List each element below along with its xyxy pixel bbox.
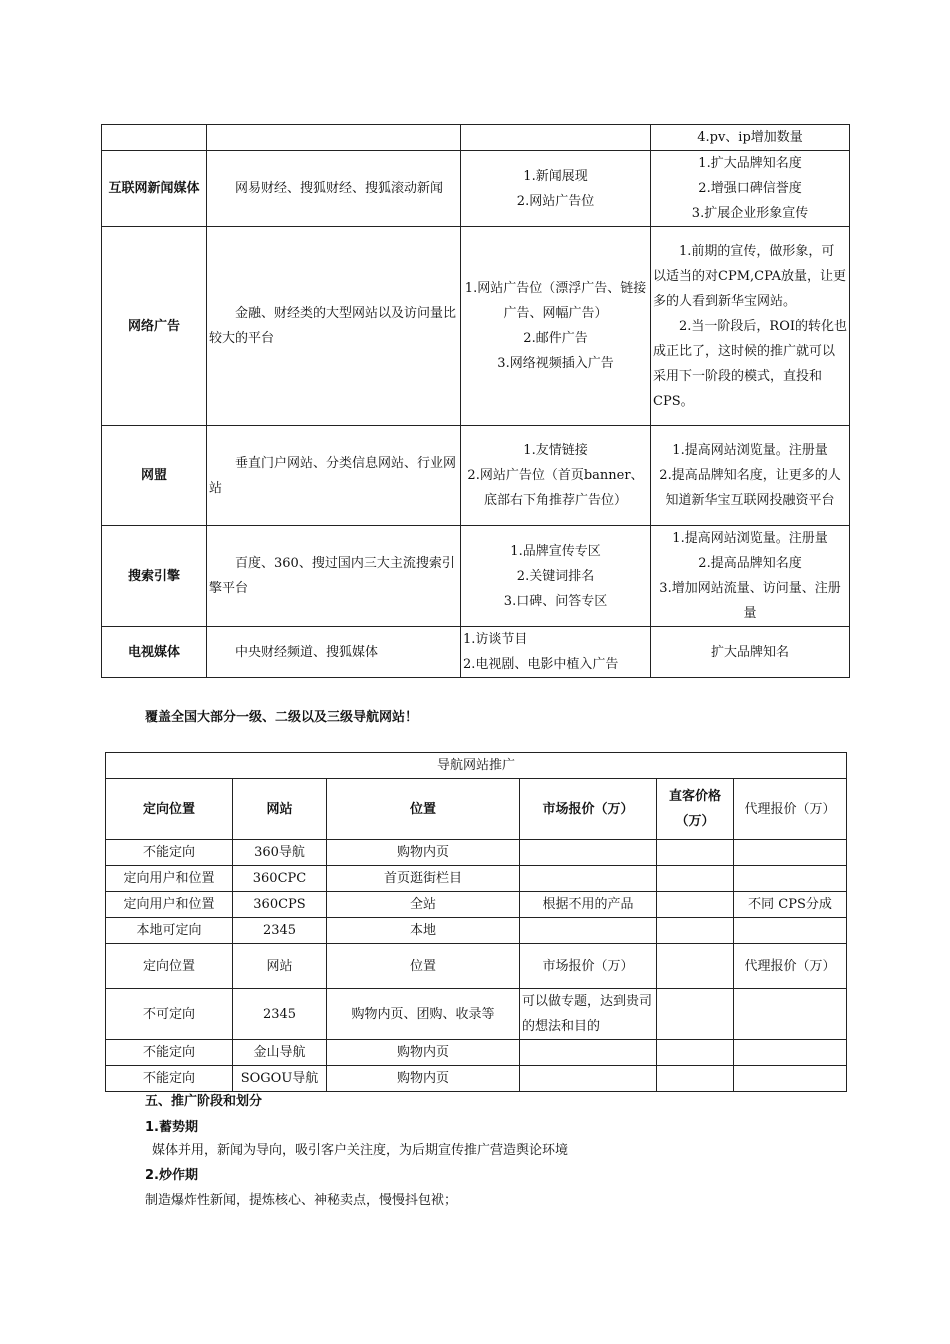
media-row [102, 627, 850, 678]
header-row [106, 779, 847, 840]
table-row [106, 989, 847, 1040]
table-cell: 本地可定向 [106, 918, 233, 944]
table-cell [657, 1040, 734, 1066]
table-cell: 代理报价（万） [734, 944, 847, 989]
table-cell: 首页逛街栏目 [327, 866, 520, 892]
goal-line: 1.提高网站浏览量。注册量 [672, 531, 828, 546]
goal-line: 2.提高品牌知名度，让更多的人知道新华宝互联网投融资平台 [659, 468, 841, 508]
goal-cell [651, 125, 850, 151]
form-line: 3.网络视频插入广告 [497, 356, 614, 371]
table-title: 导航网站推广 [106, 753, 847, 779]
table-cell: 位置 [327, 944, 520, 989]
platform-cell: 金融、财经类的大型网站以及访问量比较大的平台 [207, 227, 461, 426]
table-cell [734, 1040, 847, 1066]
table-row [106, 944, 847, 989]
goal-line: 1.提高网站浏览量。注册量 [672, 443, 828, 458]
table-cell: 网站 [233, 944, 327, 989]
table-cell: 360CPC [233, 866, 327, 892]
table-cell [657, 989, 734, 1040]
media-row [102, 227, 850, 426]
media-row [102, 526, 850, 627]
goal-cell [651, 526, 850, 627]
table-cell: 不能定向 [106, 1040, 233, 1066]
goal-line: 2.提高品牌知名度 [698, 556, 802, 571]
table-cell: 市场报价（万） [520, 944, 657, 989]
form-line: 2.网站广告位 [516, 193, 595, 209]
table-cell: 360CPS [233, 892, 327, 918]
table-cell [657, 840, 734, 866]
platform-cell: 中央财经频道、搜狐媒体 [207, 627, 461, 678]
table-cell: 360导航 [233, 840, 327, 866]
channel-cell: 互联网新闻媒体 [102, 151, 207, 227]
table-cell [520, 866, 657, 892]
table-cell [734, 840, 847, 866]
platform-cell: 百度、360、搜过国内三大主流搜索引擎平台 [207, 526, 461, 627]
table-row [106, 840, 847, 866]
table-cell: 购物内页 [327, 1066, 520, 1092]
form-cell [461, 151, 651, 227]
table-cell [657, 866, 734, 892]
header-cell: 代理报价（万） [734, 779, 847, 840]
form-cell [461, 526, 651, 627]
stage-1-title: 1.蓄势期 [145, 1120, 198, 1135]
table-cell: 购物内页 [327, 1040, 520, 1066]
platform-cell [207, 125, 461, 151]
goal-line: 1.扩大品牌知名度 [698, 156, 802, 171]
goal-line: 扩大品牌知名 [710, 644, 789, 660]
table-cell: SOGOU导航 [233, 1066, 327, 1092]
form-line: 2.关键词排名 [516, 568, 595, 584]
table-cell: 全站 [327, 892, 520, 918]
table-cell [657, 944, 734, 989]
goal-cell [651, 227, 850, 426]
media-row [102, 151, 850, 227]
media-row [102, 125, 850, 151]
table-cell [657, 892, 734, 918]
stage-2-text: 制造爆炸性新闻，提炼核心、神秘卖点，慢慢抖包袱； [145, 1193, 458, 1208]
header-cell: 定向位置 [106, 779, 233, 840]
form-line: 2.网站广告位（首页banner、底部右下角推荐广告位） [467, 468, 644, 508]
form-line: 1.品牌宣传专区 [510, 543, 601, 559]
table-cell [734, 918, 847, 944]
goal-line: 3.增加网站流量、访问量、注册量 [659, 581, 841, 621]
goal-line: 2.当一阶段后，ROI的转化也成正比了，这时候的推广就可以采用下一阶段的模式，直投和CPS。 [653, 318, 847, 409]
form-line: 1.新闻展现 [523, 168, 588, 184]
goal-line: 2.增强口碑信誉度 [698, 181, 802, 196]
table-cell: 2345 [233, 989, 327, 1040]
channel-cell: 网络广告 [102, 227, 207, 426]
media-row [102, 426, 850, 526]
table-row [106, 866, 847, 892]
table-row [106, 892, 847, 918]
platform-cell: 垂直门户网站、分类信息网站、行业网站 [207, 426, 461, 526]
table-cell: 购物内页 [327, 840, 520, 866]
navigation-promo-table [105, 752, 847, 1092]
stage-2-title: 2.炒作期 [145, 1168, 198, 1183]
table-row [106, 1066, 847, 1092]
form-line: 1.友情链接 [523, 443, 588, 458]
channel-cell [102, 125, 207, 151]
header-cell: 直客价格（万） [657, 779, 734, 840]
table-row [106, 918, 847, 944]
table-cell: 不同 CPS分成 [734, 892, 847, 918]
table-cell: 不能定向 [106, 1066, 233, 1092]
goal-cell [651, 627, 850, 678]
form-line: 3.口碑、问答专区 [503, 593, 608, 609]
stage-1-text: 媒体并用，新闻为导向，吸引客户关注度，为后期宣传推广营造舆论环境 [152, 1143, 569, 1158]
form-cell [461, 125, 651, 151]
header-cell: 位置 [327, 779, 520, 840]
header-cell: 市场报价（万） [520, 779, 657, 840]
table-cell [520, 840, 657, 866]
goal-cell [651, 426, 850, 526]
media-channel-table [101, 124, 850, 678]
table-cell [520, 1040, 657, 1066]
goal-line: 1.前期的宣传，做形象，可以适当的对CPM,CPA放量，让更多的人看到新华宝网站。 [653, 243, 847, 309]
table-cell: 本地 [327, 918, 520, 944]
form-cell [461, 227, 651, 426]
channel-cell: 网盟 [102, 426, 207, 526]
table-cell: 定向用户和位置 [106, 892, 233, 918]
goal-line: 4.pv、ip增加数量 [697, 130, 803, 145]
form-cell [461, 627, 651, 678]
table-cell: 不可定向 [106, 989, 233, 1040]
channel-cell: 搜索引擎 [102, 526, 207, 627]
goal-cell [651, 151, 850, 227]
table-cell [520, 918, 657, 944]
form-line: 1.网站广告位（漂浮广告、链接广告、网幅广告） [464, 281, 647, 321]
table-cell [520, 1066, 657, 1092]
form-line: 2.邮件广告 [523, 331, 588, 346]
table-cell: 2345 [233, 918, 327, 944]
table-cell: 定向位置 [106, 944, 233, 989]
form-line: 2.电视剧、电影中植入广告 [463, 657, 619, 672]
table-cell: 定向用户和位置 [106, 866, 233, 892]
channel-cell: 电视媒体 [102, 627, 207, 678]
goal-line: 3.扩展企业形象宣传 [691, 206, 809, 221]
platform-cell: 网易财经、搜狐财经、搜狐滚动新闻 [207, 151, 461, 227]
form-cell [461, 426, 651, 526]
table-cell: 购物内页、团购、收录等 [327, 989, 520, 1040]
form-line: 1.访谈节目 [463, 632, 528, 647]
header-cell: 网站 [233, 779, 327, 840]
table-row [106, 1040, 847, 1066]
table-cell [734, 989, 847, 1040]
table-cell: 金山导航 [233, 1040, 327, 1066]
table-cell: 不能定向 [106, 840, 233, 866]
table-cell [657, 1066, 734, 1092]
coverage-note: 覆盖全国大部分一级、二级以及三级导航网站！ [145, 710, 419, 725]
table-cell [734, 866, 847, 892]
table-cell [734, 1066, 847, 1092]
table-cell: 根据不用的产品 [520, 892, 657, 918]
section-heading: 五、推广阶段和划分 [145, 1094, 263, 1109]
table-cell: 可以做专题，达到贵司的想法和目的 [520, 989, 657, 1040]
table-cell [657, 918, 734, 944]
